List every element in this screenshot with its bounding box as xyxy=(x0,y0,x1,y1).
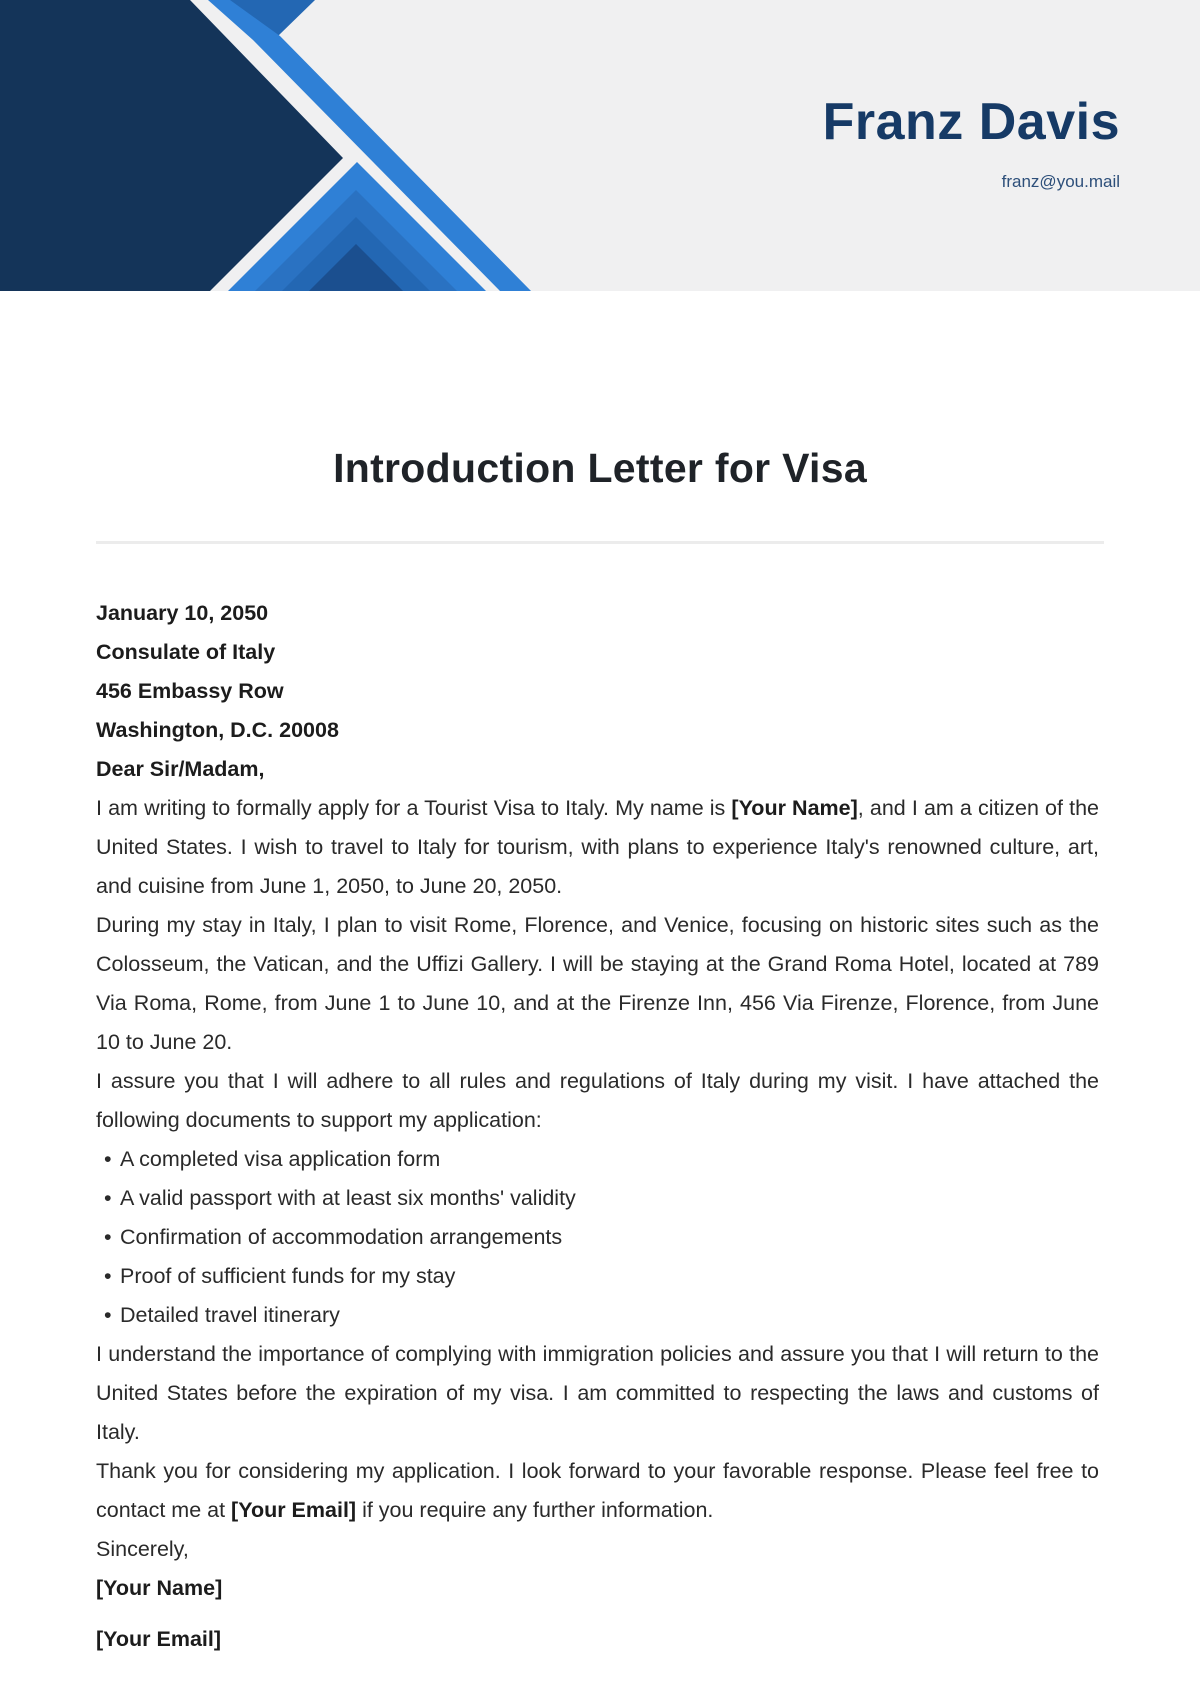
salutation: Dear Sir/Madam, xyxy=(96,757,265,781)
signature-email: [Your Email] xyxy=(96,1627,222,1651)
list-item: • Confirmation of accommodation arrangements xyxy=(104,1218,1099,1257)
paragraph-closing-text-end: if you require any further information. xyxy=(356,1498,714,1522)
documents-list xyxy=(96,1140,1099,1335)
list-item: • Proof of sufficient funds for my stay xyxy=(104,1257,1099,1296)
signature-name: [Your Name] xyxy=(96,1576,223,1600)
list-item: • A completed visa application form xyxy=(104,1140,1099,1179)
paragraph-intro xyxy=(96,789,1099,906)
contact-email-placeholder: [Your Email] xyxy=(231,1498,357,1522)
applicant-name-placeholder: [Your Name] xyxy=(731,796,858,820)
letter-body xyxy=(96,594,1099,1659)
letter-date: January 10, 2050 xyxy=(96,601,269,625)
paragraph-closing xyxy=(96,1452,1099,1530)
list-item: • A valid passport with at least six months' validity xyxy=(104,1179,1099,1218)
title-divider xyxy=(96,541,1104,544)
paragraph-intro-text-end: , and I am a citizen of the United States. I wish to travel to Italy for tourism, with plans to experience Italy's renowned culture, art, and cuisine from June 1, 2050, to June 20, 2050. xyxy=(96,796,1099,898)
paragraph-compliance: I understand the importance of complying with immigration policies and assure you that I will return to the United States before the expiration of my visa. I am committed to respecting the laws and customs of Italy. xyxy=(96,1342,1099,1444)
recipient-street: 456 Embassy Row xyxy=(96,679,284,703)
paragraph-itinerary: During my stay in Italy, I plan to visit Rome, Florence, and Venice, focusing on historic sites such as the Colosseum, the Vatican, and the Uffizi Gallery. I will be staying at the Grand Roma Hotel, located at 789 Via Roma, Rome, from June 1 to June 10, and at the Firenze Inn, 456 Via Firenze, Florence, from June 10 to June 20. xyxy=(96,913,1099,1054)
paragraph-intro-text-start: I am writing to formally apply for a Tourist Visa to Italy. My name is xyxy=(96,796,732,820)
sender-email: franz@you.mail xyxy=(1001,172,1120,191)
recipient-organization: Consulate of Italy xyxy=(96,640,276,664)
letterhead xyxy=(0,0,1200,291)
list-item: • Detailed travel itinerary xyxy=(104,1296,1099,1335)
recipient-city: Washington, D.C. 20008 xyxy=(96,718,339,742)
closing-phrase: Sincerely, xyxy=(96,1537,189,1561)
paragraph-documents: I assure you that I will adhere to all rules and regulations of Italy during my visit. I have attached the following documents to support my application: xyxy=(96,1069,1099,1132)
paragraph-closing-text-start: Thank you for considering my application. I look forward to your favorable response. Please feel free to contact me at xyxy=(96,1459,1099,1522)
document-title: Introduction Letter for Visa xyxy=(333,445,867,491)
sender-name: Franz Davis xyxy=(822,93,1120,151)
